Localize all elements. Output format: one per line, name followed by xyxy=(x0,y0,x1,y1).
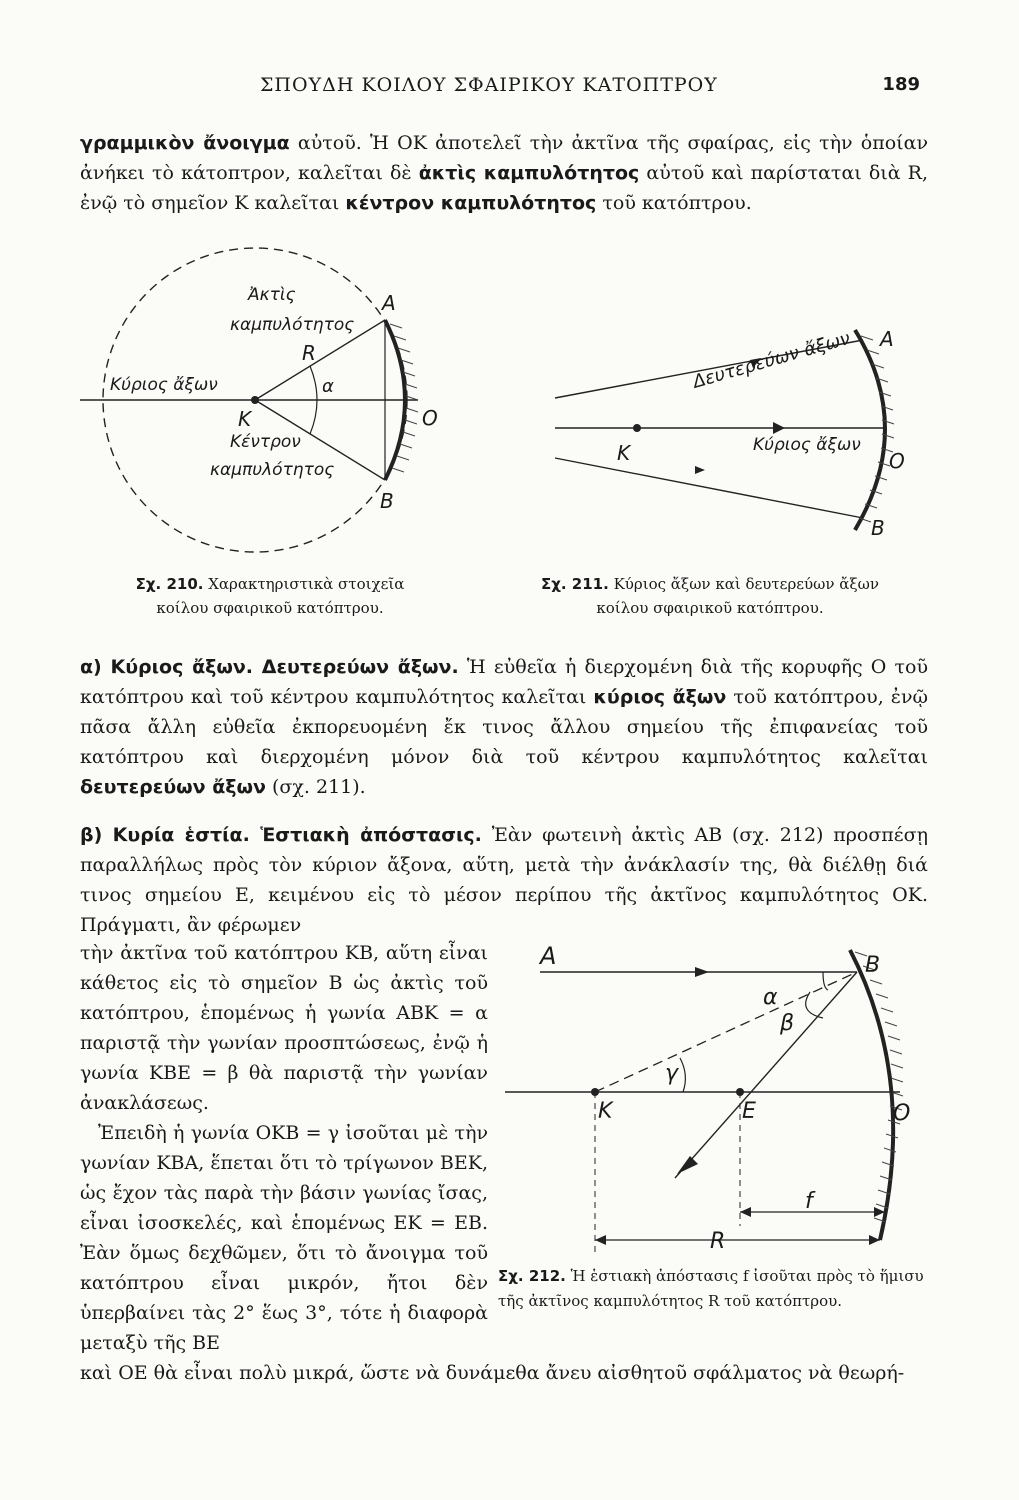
label-O: Ο xyxy=(422,406,438,430)
label-f: f xyxy=(805,1189,813,1214)
label-alpha: α xyxy=(322,376,334,397)
label-center: Κέντρον xyxy=(230,432,301,452)
header-title: ΣΠΟΥΔΗ ΚΟΙΛΟΥ ΣΦΑΙΡΙΚΟΥ ΚΑΤΟΠΤΡΟΥ xyxy=(260,74,718,96)
label-gamma: γ xyxy=(665,1061,679,1086)
intro-text-1: αὐτοῦ. Ἡ ΟΚ ἀποτελεῖ τὴν ἀκτῖνα τῆς σφαίρας, εἰς τὴν ὁποίαν ἀνήκει τὸ κάτοπτρον, καλεῖται δὲ xyxy=(80,132,928,184)
caption-fig-211 xyxy=(510,572,910,620)
figure-212 xyxy=(505,930,925,1260)
label-radius: Ἀκτὶς xyxy=(248,285,296,305)
label-K: Κ xyxy=(598,1099,613,1124)
label-center-2: καμπυλότητος xyxy=(210,460,335,480)
section-a-heading: α) Κύριος ἄξων. Δευτερεύων ἄξων. xyxy=(80,656,459,678)
caption-210-line2: κοίλου σφαιρικοῦ κατόπτρου. xyxy=(156,599,384,617)
intro-paragraph xyxy=(80,128,928,218)
section-a-text-1: Ἡ εὐθεῖα ἡ διερχομένη διὰ τῆς κορυφῆς Ο τοῦ κατόπτρου καὶ τοῦ κέντρου καμπυλότητος καλεῖται xyxy=(80,656,928,708)
section-a-text-3: (σχ. 211). xyxy=(265,776,366,798)
dimension-f-arrow-left xyxy=(740,1207,751,1217)
label-R: R xyxy=(302,341,316,365)
caption-212-number: Σχ. 212. xyxy=(498,1267,566,1285)
angle-alpha-arc xyxy=(823,972,828,990)
label-beta: β xyxy=(780,1011,795,1036)
label-alpha: α xyxy=(763,985,778,1010)
dimension-R-arrow-right xyxy=(869,1235,880,1245)
incident-arrow xyxy=(695,967,709,977)
arrow-principal xyxy=(773,422,785,434)
caption-211-number: Σχ. 211. xyxy=(540,575,609,593)
term-secondary-axis: δευτερεύων ἄξων xyxy=(80,776,266,798)
label-A: Α xyxy=(382,291,396,315)
reflected-arrow xyxy=(677,1156,698,1174)
caption-210-number: Σχ. 210. xyxy=(135,575,204,593)
term-principal-axis: κύριος ἄξων xyxy=(593,686,727,708)
running-header xyxy=(60,74,920,104)
label-axis: Κύριος ἄξων xyxy=(753,435,861,455)
caption-fig-210 xyxy=(105,572,435,620)
secondary-axis-from-B xyxy=(555,458,863,518)
section-b-text-1: Ἐὰν φωτεινὴ ἀκτὶς ΑΒ (σχ. 212) προσπέσῃ παραλλήλως πρὸς τὸν κύριον ἄξονα, αὕτη, μετὰ τὴν ἀνάκλασίν της, θὰ διέλθῃ διά τινος σημείου Ε, κειμένου εἰς τὸ μέσον περίπου τῆς ἀκτῖνος καμπυλότητος ΟΚ. Πράγματι, ἂν φέρωμεν xyxy=(80,824,928,936)
caption-211-line2: κοίλου σφαιρικοῦ κατόπτρου. xyxy=(596,599,824,617)
label-E: Ε xyxy=(742,1099,756,1124)
point-K xyxy=(633,424,641,432)
label-A: Α xyxy=(540,942,557,970)
dimension-R-arrow-left xyxy=(595,1235,606,1245)
mirror-hatching xyxy=(855,952,903,1222)
figure-211 xyxy=(545,290,925,560)
label-O: Ο xyxy=(889,449,905,473)
label-K: Κ xyxy=(238,407,252,431)
point-K xyxy=(251,396,259,404)
term-center-of-curvature: κέντρον καμπυλότητος xyxy=(345,192,597,214)
section-b-paragraph xyxy=(80,820,928,940)
caption-211-text: Κύριος ἄξων καὶ δευτερεύων ἄξων xyxy=(608,575,880,593)
term-radius-of-curvature: ἀκτὶς καμπυλότητος xyxy=(418,162,640,184)
last-line: καὶ ΟΕ θὰ εἶναι πολὺ μικρά, ὥστε νὰ δυνάμεθα ἄνευ αἰσθητοῦ σφάλματος νὰ θεωρή- xyxy=(80,1362,905,1384)
label-B: Β xyxy=(865,953,881,978)
label-B: Β xyxy=(380,489,394,513)
label-secondary: Δευτερεύων ἄξων xyxy=(690,327,853,393)
label-B: Β xyxy=(871,516,885,540)
page-number: 189 xyxy=(882,74,920,95)
caption-210-text: Χαρακτηριστικὰ στοιχεῖα xyxy=(203,575,405,593)
figure-210 xyxy=(80,240,480,570)
angle-gamma-arc xyxy=(680,1058,685,1092)
label-K: Κ xyxy=(617,441,631,465)
caption-212-text: Ἡ ἑστιακὴ ἀπόστασις f ἰσοῦται πρὸς τὸ ἥμισυ τῆς ἀκτῖνος καμπυλότητος R τοῦ κατόπτρου. xyxy=(498,1267,924,1310)
mirror-arc xyxy=(850,950,893,1240)
label-O: Ο xyxy=(893,1101,911,1126)
section-b-heading: β) Κυρία ἑστία. Ἑστιακὴ ἀπόστασις. xyxy=(80,824,482,846)
column-text-1: τὴν ἀκτῖνα τοῦ κατόπτρου ΚΒ, αὕτη εἶναι κάθετος εἰς τὸ σημεῖον Β ὡς ἀκτὶς τοῦ κατόπτρου, ἑπομένως ἡ γωνία ΑΒΚ = α παριστᾷ τὴν γωνίαν προσπτώσεως, ἐνῷ ἡ γωνία ΚΒΕ = β θὰ παριστᾷ τὴν γωνίαν ἀνακλάσεως. xyxy=(80,942,488,1114)
intro-text-3: τοῦ κατόπτρου. xyxy=(596,192,752,214)
label-radius-2: καμπυλότητος xyxy=(230,315,355,335)
column-text-2: Ἐπειδὴ ἡ γωνία ΟΚΒ = γ ἰσοῦται μὲ τὴν γωνίαν ΚΒΑ, ἕπεται ὅτι τὸ τρίγωνον ΒΕΚ, ὡς ἔχον τὰς παρὰ τὴν βάσιν γωνίας ἴσας, εἶναι ἰσοσκελές, καὶ ἑπομένως ΕΚ = ΕΒ. Ἐὰν ὅμως δεχθῶμεν, ὅτι τὸ ἄνοιγμα τοῦ κατόπτρου εἶναι μικρόν, ἤτοι δὲν ὑπερβαίνει τὰς 2° ἕως 3°, τότε ἡ διαφορὰ μεταξὺ τῆς ΒΕ xyxy=(80,1122,488,1354)
section-a-text-2: τοῦ κατόπτρου, ἐνῷ πᾶσα ἄλλη εὐθεῖα ἐκπορευομένη ἔκ τινος ἄλλου σημείου τῆς ἐπιφανείας τοῦ κατόπτρου καὶ διερχομένη μόνον διὰ τοῦ κέντρου καμπυλότητος καλεῖται xyxy=(80,686,929,768)
arrow-secondary-B xyxy=(695,466,705,474)
mirror-hatching xyxy=(859,336,894,522)
label-R: R xyxy=(710,1229,726,1254)
caption-fig-212 xyxy=(498,1264,926,1314)
radius-KB xyxy=(595,972,857,1092)
mirror-arc xyxy=(855,330,885,530)
label-axis: Κύριος ἄξων xyxy=(110,375,218,395)
section-a-paragraph xyxy=(80,652,928,802)
term-linear-aperture: γραμμικὸν ἄνοιγμα xyxy=(80,132,290,154)
intro-text-2: αὐτοῦ καὶ παρίσταται διὰ R, ἐνῷ τὸ σημεῖον Κ καλεῖται xyxy=(80,162,928,214)
label-A: Α xyxy=(880,327,894,351)
